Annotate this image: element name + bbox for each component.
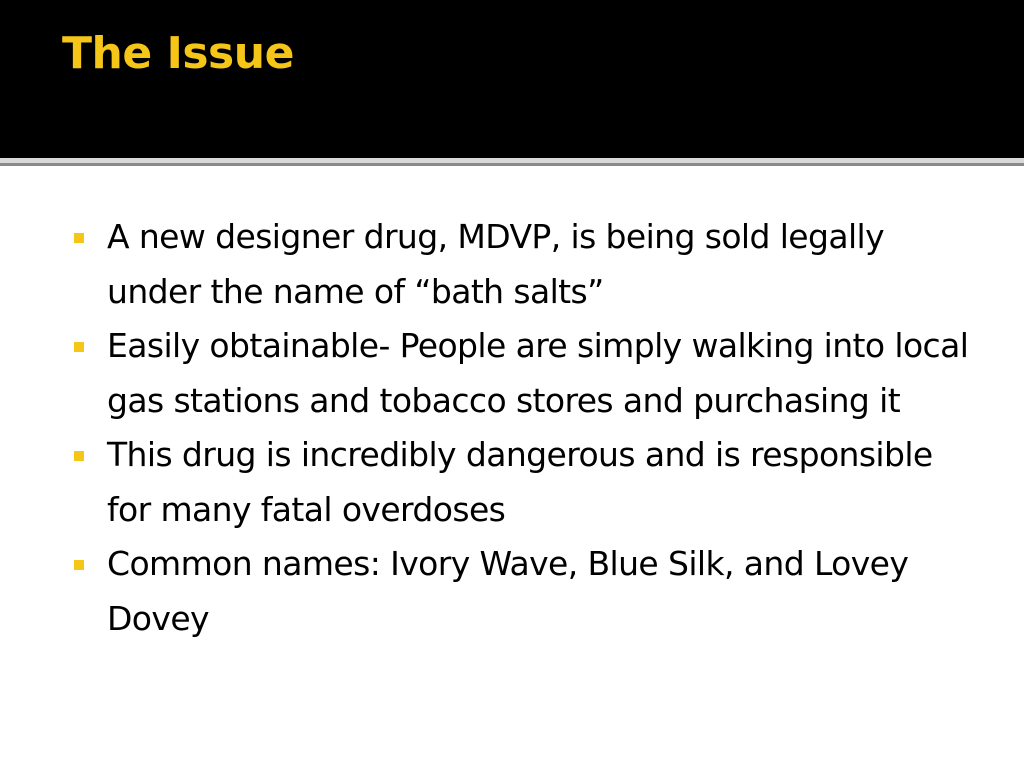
slide-title: The Issue [62,28,294,79]
bullet-item [72,210,982,319]
bullet-text: This drug is incredibly dangerous and is responsible for many fatal overdoses [107,435,933,529]
bullet-text: Easily obtainable- People are simply walking into local gas stations and tobacco stores and purchasing it [107,326,969,420]
square-bullet-icon [74,451,84,461]
bullet-text: Common names: Ivory Wave, Blue Silk, and Lovey Dovey [107,544,909,638]
bullet-text: A new designer drug, MDVP, is being sold legally under the name of “bath salts” [107,217,885,311]
bullet-item [72,537,982,646]
title-bar [0,0,1024,158]
bullet-list [72,210,982,646]
square-bullet-icon [74,560,84,570]
bullet-item [72,319,982,428]
title-divider-dark [0,163,1024,166]
square-bullet-icon [74,233,84,243]
bullet-item [72,428,982,537]
square-bullet-icon [74,342,84,352]
